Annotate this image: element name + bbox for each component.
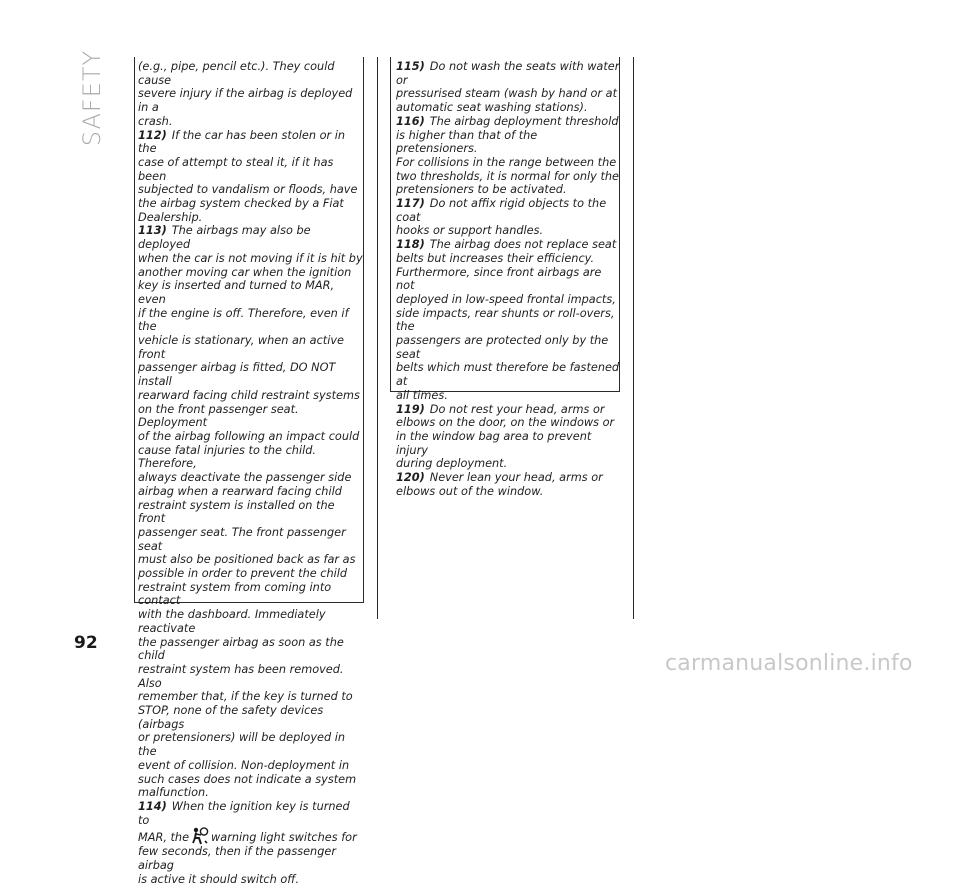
note-119 — [396, 403, 620, 472]
note-118 — [396, 238, 620, 402]
note-117 — [396, 197, 620, 238]
column-divider-line — [633, 57, 634, 619]
note-number: 117) — [396, 197, 425, 211]
note-number: 115) — [396, 60, 425, 73]
note-120 — [396, 471, 620, 498]
note-number: 113) — [138, 224, 167, 238]
note-text: Do not rest your head, arms or elbows on the door, on the windows or in the window bag area to prevent injury during deployment. — [396, 402, 615, 471]
page-number: 92 — [74, 633, 98, 653]
note-115 — [396, 60, 620, 115]
note-number: 118) — [396, 238, 425, 252]
note-text: Do not affix rigid objects to the coat hooks or support handles. — [396, 197, 607, 238]
note-number: 114) — [138, 799, 167, 813]
note-number: 120) — [396, 471, 425, 485]
note-116 — [396, 115, 620, 197]
note-text: The airbags may also be deployed when the car is not moving if it is hit by another moving car when the ignition key is inserted and turned to MAR, even if the engine is off. Therefore, even if the vehicle is stationary, when an active front passenger airbag is fitted, DO NOT install rearward facing child restraint systems on the front passenger seat. Deployment of the airbag following an impact could cause fatal injuries to the child. Therefore, always deactivate the passenger side airbag when a rearward facing child restraint system is installed on the front passenger seat. The front passenger seat must also be positioned back as far as possible in order to prevent the child restraint system from coming into contact with the dashboard. Immediately reactivate the passenger airbag as soon as the child restraint system has been removed. Also remember that, if the key is turned to STOP, none of the safety devices (airbags or pretensioners) will be deployed in the event of collision. Non-deployment in such cases does not indicate a system malfunction. — [138, 224, 363, 800]
note-text: Do not wash the seats with water or pressurised steam (wash by hand or at automatic seat washing stations). — [396, 60, 620, 115]
note-112 — [138, 129, 364, 225]
column-divider-line — [377, 57, 378, 619]
note-text: Never lean your head, arms or elbows out of the window. — [396, 471, 603, 498]
note-113 — [138, 224, 364, 800]
note-text: warning light switches for few seconds, then if the passenger airbag is active it should switch off. — [138, 831, 357, 886]
watermark: carmanualsonline.info — [665, 651, 913, 676]
note-continuation — [138, 60, 364, 129]
right-column — [396, 60, 620, 499]
note-number: 112) — [138, 128, 167, 142]
note-text: (e.g., pipe, pencil etc.). They could cause severe injury if the airbag is deployed in a crash. — [138, 60, 353, 128]
section-title — [62, 48, 122, 148]
note-number: 119) — [396, 402, 425, 416]
note-text: When the ignition key is turned to MAR, the — [138, 799, 350, 845]
note-114 — [138, 800, 364, 886]
note-text: If the car has been stolen or in the case of attempt to steal it, if it has been subjected to vandalism or floods, have the airbag system checked by a Fiat Dealership. — [138, 128, 358, 224]
note-number: 116) — [396, 114, 425, 128]
left-column — [138, 60, 364, 886]
note-text: The airbag deployment threshold is higher than that of the pretensioners. For collisions in the range between the two thresholds, it is normal for only the pretensioners to be activated. — [396, 114, 619, 197]
section-title-text: SAFETY — [78, 49, 107, 147]
airbag-warning-light-icon — [190, 827, 210, 845]
note-text: The airbag does not replace seat belts but increases their efficiency. Furthermore, since front airbags are not deployed in low-speed frontal impacts, side impacts, rear shunts or roll-overs, the passengers are protected only by the seat belts which must therefore be fastened at all times. — [396, 238, 620, 402]
